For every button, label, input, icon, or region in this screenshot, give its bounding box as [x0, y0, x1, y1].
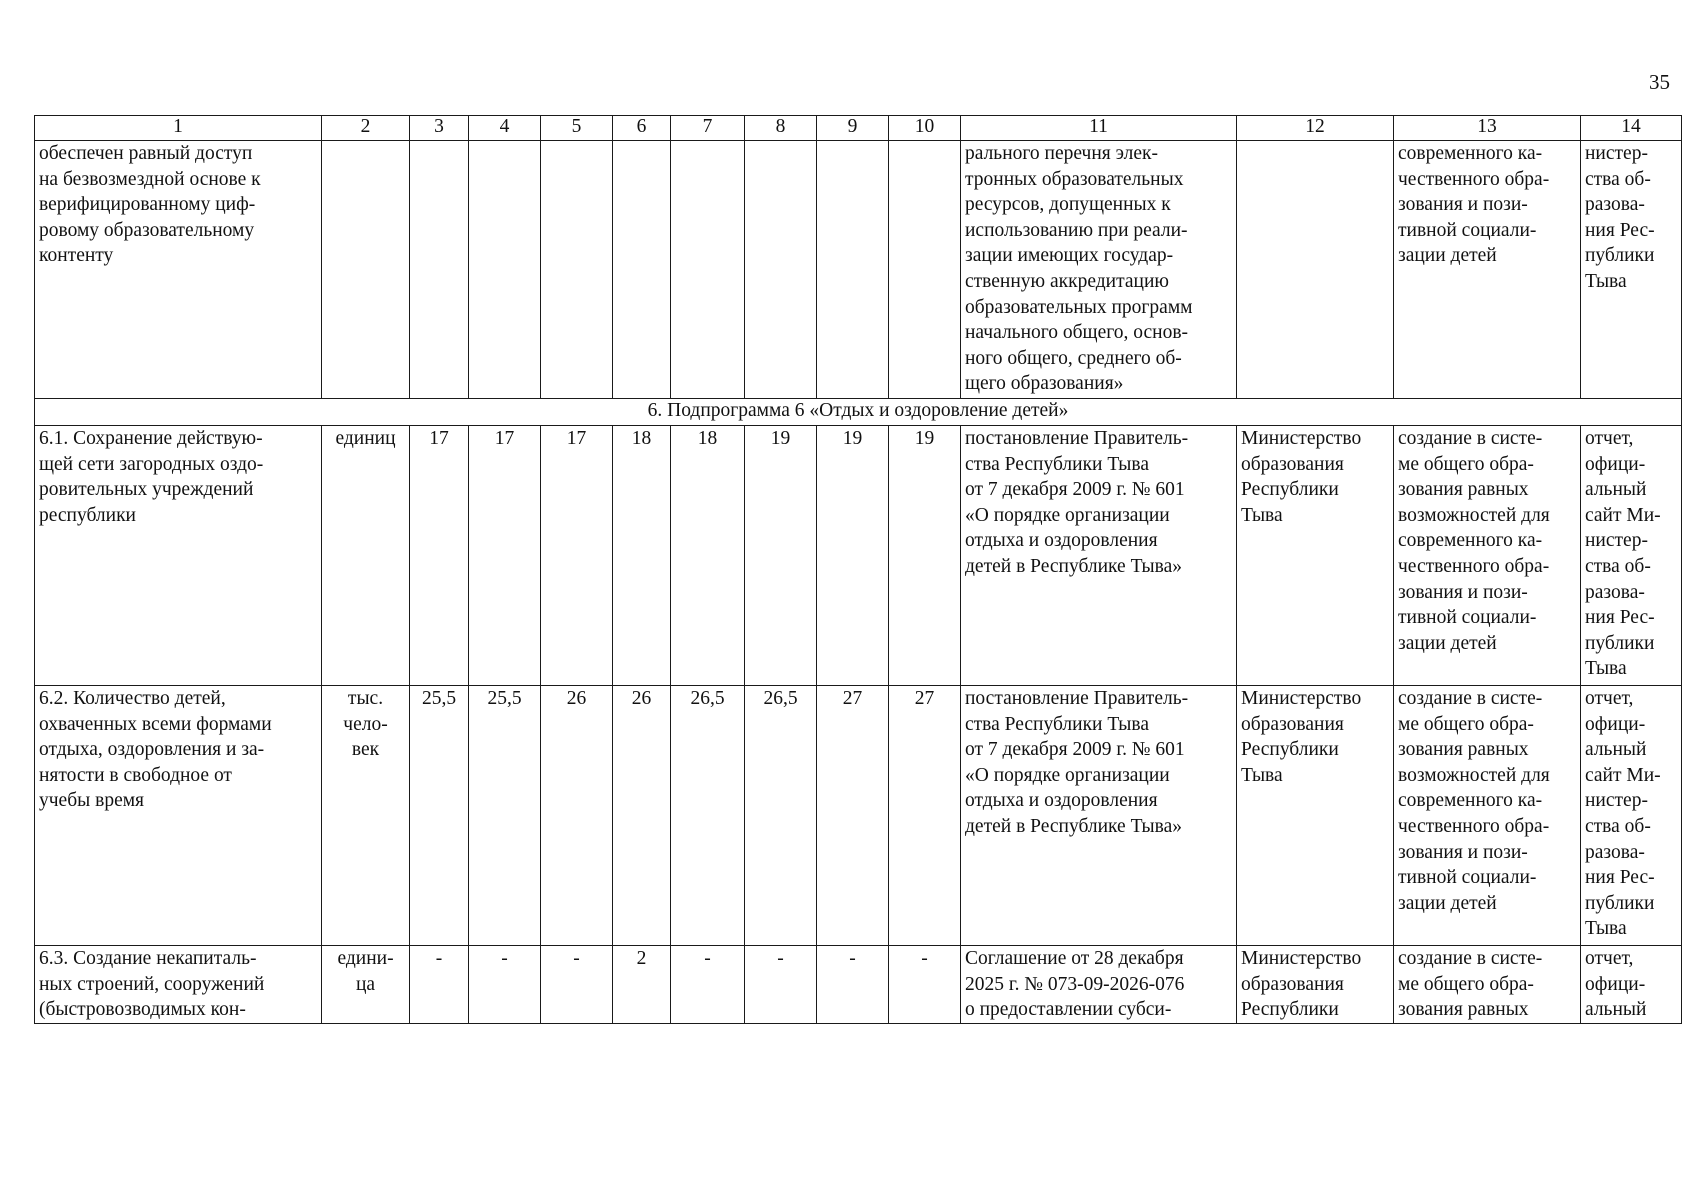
column-number: 4: [469, 116, 541, 141]
text-line: создание в систе-: [1398, 428, 1543, 449]
text-line: ных строений, сооружений: [39, 973, 265, 995]
text-line: образования: [1241, 713, 1344, 735]
value-cell: 18: [671, 426, 745, 686]
text-line: тыс.: [347, 688, 384, 709]
value-cell: 19: [745, 426, 817, 686]
column-number: 3: [410, 116, 469, 141]
empty-cell: [1237, 141, 1394, 399]
empty-cell: [410, 141, 469, 399]
text-line: постановление Правитель-: [965, 688, 1189, 709]
text-line: альный: [1585, 739, 1647, 761]
text-line: тронных образовательных: [965, 168, 1184, 190]
section-title: 6. Подпрограмма 6 «Отдых и оздоровление детей»: [35, 399, 1682, 426]
value-cell: 26: [541, 686, 613, 946]
text-line: офици-: [1585, 453, 1646, 475]
indicator-text: [35, 946, 322, 1024]
text-line: ме общего обра-: [1398, 713, 1534, 735]
text-line: возможностей для: [1398, 504, 1550, 526]
text-line: использованию при реали-: [965, 219, 1188, 241]
value-cell: 26,5: [745, 686, 817, 946]
text-line: единиц: [335, 428, 396, 449]
text-line: ного общего, среднего об-: [965, 347, 1182, 369]
column-number: 10: [889, 116, 961, 141]
text-line: ме общего обра-: [1398, 973, 1534, 995]
value-cell: -: [410, 946, 469, 1024]
legal-basis-text: [961, 426, 1237, 686]
column-number: 11: [961, 116, 1237, 141]
page-number: 35: [1649, 70, 1670, 94]
text-line: возможностей для: [1398, 764, 1550, 786]
text-line: тивной социали-: [1398, 219, 1537, 241]
text-line: сайт Ми-: [1585, 764, 1661, 786]
section-row: [35, 399, 1682, 426]
text-line: 6.2. Количество детей,: [39, 688, 226, 709]
text-line: 6.3. Создание некапиталь-: [39, 948, 257, 969]
text-line: Республики: [1241, 739, 1339, 761]
text-line: чело-: [343, 713, 388, 735]
value-cell: -: [671, 946, 745, 1024]
column-number: 13: [1394, 116, 1581, 141]
text-line: Тыва: [1585, 918, 1627, 940]
text-line: публики: [1585, 632, 1655, 654]
text-line: отчет,: [1585, 428, 1634, 449]
value-cell: 27: [889, 686, 961, 946]
table-row: [35, 426, 1682, 686]
text-line: ства об-: [1585, 555, 1651, 577]
text-line: зования равных: [1398, 479, 1529, 501]
column-number-row: [35, 116, 1682, 141]
text-line: зации детей: [1398, 245, 1497, 267]
text-line: зования равных: [1398, 999, 1529, 1021]
text-line: чественного обра-: [1398, 168, 1550, 190]
text-line: Тыва: [1585, 270, 1627, 292]
text-line: на безвозмездной основе к: [39, 168, 261, 190]
text-line: офици-: [1585, 713, 1646, 735]
empty-cell: [889, 141, 961, 399]
indicators-table: [34, 115, 1682, 1024]
legal-basis-text: [961, 686, 1237, 946]
unit-cell: [322, 426, 410, 686]
text-line: «О порядке организации: [965, 504, 1170, 526]
reporting-source-text: [1581, 426, 1682, 686]
column-number: 1: [35, 116, 322, 141]
empty-cell: [817, 141, 889, 399]
text-line: зования и пози-: [1398, 194, 1528, 216]
text-line: отдыха, оздоровления и за-: [39, 739, 265, 761]
indicator-text: [35, 141, 322, 399]
text-line: ресурсов, допущенных к: [965, 194, 1171, 216]
value-cell: -: [889, 946, 961, 1024]
text-line: образования: [1241, 973, 1344, 995]
indicator-text: [35, 426, 322, 686]
text-line: щего образования»: [965, 373, 1124, 395]
text-line: чественного обра-: [1398, 555, 1550, 577]
responsible-text: [1237, 686, 1394, 946]
table-row: [35, 686, 1682, 946]
text-line: (быстровозводимых кон-: [39, 999, 246, 1021]
text-line: Тыва: [1241, 504, 1283, 526]
text-line: зации имеющих государ-: [965, 245, 1174, 267]
text-line: ства Республики Тыва: [965, 453, 1150, 475]
text-line: детей в Республике Тыва»: [965, 555, 1182, 577]
expected-result-text: [1394, 686, 1581, 946]
value-cell: -: [745, 946, 817, 1024]
unit-cell: [322, 686, 410, 946]
text-line: разова-: [1585, 841, 1645, 863]
column-number: 8: [745, 116, 817, 141]
text-line: ства об-: [1585, 168, 1651, 190]
text-line: отдыха и оздоровления: [965, 790, 1158, 812]
text-line: Соглашение от 28 декабря: [965, 948, 1184, 969]
text-line: ровительных учреждений: [39, 479, 254, 501]
table-row-continued: [35, 141, 1682, 399]
empty-cell: [541, 141, 613, 399]
text-line: разова-: [1585, 194, 1645, 216]
column-number: 2: [322, 116, 410, 141]
text-line: ния Рес-: [1585, 867, 1655, 889]
text-line: ца: [355, 973, 376, 995]
text-line: сайт Ми-: [1585, 504, 1661, 526]
text-line: «О порядке организации: [965, 764, 1170, 786]
value-cell: 17: [410, 426, 469, 686]
empty-cell: [671, 141, 745, 399]
text-line: современного ка-: [1398, 143, 1543, 164]
table-row: [35, 946, 1682, 1024]
text-line: учебы время: [39, 790, 145, 812]
text-line: зования и пози-: [1398, 581, 1528, 603]
value-cell: 27: [817, 686, 889, 946]
text-line: Министерство: [1241, 428, 1362, 449]
text-line: нистер-: [1585, 530, 1648, 552]
text-line: от 7 декабря 2009 г. № 601: [965, 739, 1185, 761]
empty-cell: [322, 141, 410, 399]
text-line: обеспечен равный доступ: [39, 143, 253, 164]
text-line: разова-: [1585, 581, 1645, 603]
reporting-source-text: [1581, 686, 1682, 946]
text-line: Министерство: [1241, 948, 1362, 969]
column-number: 12: [1237, 116, 1394, 141]
text-line: публики: [1585, 892, 1655, 914]
reporting-source-text: [1581, 141, 1682, 399]
column-number: 7: [671, 116, 745, 141]
text-line: зации детей: [1398, 892, 1497, 914]
empty-cell: [469, 141, 541, 399]
text-line: Министерство: [1241, 688, 1362, 709]
text-line: начального общего, основ-: [965, 322, 1189, 344]
text-line: 2025 г. № 073-09-2026-076: [965, 973, 1185, 995]
text-line: Республики: [1241, 999, 1339, 1021]
text-line: ственную аккредитацию: [965, 270, 1169, 292]
text-line: 6.1. Сохранение действую-: [39, 428, 263, 449]
text-line: офици-: [1585, 973, 1646, 995]
unit-cell: [322, 946, 410, 1024]
expected-result-text: [1394, 426, 1581, 686]
text-line: зования равных: [1398, 739, 1529, 761]
text-line: нистер-: [1585, 790, 1648, 812]
text-line: тивной социали-: [1398, 867, 1537, 889]
text-line: ства Республики Тыва: [965, 713, 1150, 735]
empty-cell: [745, 141, 817, 399]
value-cell: -: [817, 946, 889, 1024]
text-line: детей в Республике Тыва»: [965, 815, 1182, 837]
reporting-source-text: [1581, 946, 1682, 1024]
text-line: ме общего обра-: [1398, 453, 1534, 475]
text-line: современного ка-: [1398, 790, 1543, 812]
text-line: о предоставлении субси-: [965, 999, 1172, 1021]
text-line: нистер-: [1585, 143, 1648, 164]
text-line: образования: [1241, 453, 1344, 475]
responsible-text: [1237, 946, 1394, 1024]
text-line: альный: [1585, 479, 1647, 501]
text-line: создание в систе-: [1398, 948, 1543, 969]
value-cell: 19: [889, 426, 961, 686]
text-line: ния Рес-: [1585, 219, 1655, 241]
text-line: рального перечня элек-: [965, 143, 1158, 164]
text-line: чественного обра-: [1398, 815, 1550, 837]
value-cell: 26: [613, 686, 671, 946]
legal-basis-text: [961, 141, 1237, 399]
text-line: охваченных всеми формами: [39, 713, 272, 735]
text-line: ния Рес-: [1585, 607, 1655, 629]
value-cell: 2: [613, 946, 671, 1024]
text-line: верифицированному циф-: [39, 194, 256, 216]
column-number: 6: [613, 116, 671, 141]
legal-basis-text: [961, 946, 1237, 1024]
text-line: ства об-: [1585, 815, 1651, 837]
value-cell: 18: [613, 426, 671, 686]
text-line: отчет,: [1585, 948, 1634, 969]
text-line: контенту: [39, 245, 114, 267]
text-line: альный: [1585, 999, 1647, 1021]
value-cell: 26,5: [671, 686, 745, 946]
text-line: постановление Правитель-: [965, 428, 1189, 449]
text-line: зования и пози-: [1398, 841, 1528, 863]
expected-result-text: [1394, 141, 1581, 399]
value-cell: 17: [469, 426, 541, 686]
text-line: современного ка-: [1398, 530, 1543, 552]
text-line: щей сети загородных оздо-: [39, 453, 264, 475]
text-line: отдыха и оздоровления: [965, 530, 1158, 552]
text-line: ровому образовательному: [39, 219, 255, 241]
text-line: публики: [1585, 245, 1655, 267]
text-line: Тыва: [1241, 764, 1283, 786]
text-line: едини-: [337, 948, 394, 969]
text-line: нятости в свободное от: [39, 764, 232, 786]
value-cell: 25,5: [469, 686, 541, 946]
responsible-text: [1237, 426, 1394, 686]
text-line: тивной социали-: [1398, 607, 1537, 629]
text-line: республики: [39, 504, 136, 526]
indicator-text: [35, 686, 322, 946]
column-number: 14: [1581, 116, 1682, 141]
value-cell: 25,5: [410, 686, 469, 946]
expected-result-text: [1394, 946, 1581, 1024]
value-cell: 17: [541, 426, 613, 686]
text-line: от 7 декабря 2009 г. № 601: [965, 479, 1185, 501]
text-line: отчет,: [1585, 688, 1634, 709]
text-line: Республики: [1241, 479, 1339, 501]
value-cell: -: [469, 946, 541, 1024]
empty-cell: [613, 141, 671, 399]
text-line: век: [351, 739, 380, 761]
column-number: 5: [541, 116, 613, 141]
text-line: создание в систе-: [1398, 688, 1543, 709]
value-cell: 19: [817, 426, 889, 686]
value-cell: -: [541, 946, 613, 1024]
text-line: образовательных программ: [965, 296, 1193, 318]
text-line: Тыва: [1585, 658, 1627, 680]
column-number: 9: [817, 116, 889, 141]
text-line: зации детей: [1398, 632, 1497, 654]
